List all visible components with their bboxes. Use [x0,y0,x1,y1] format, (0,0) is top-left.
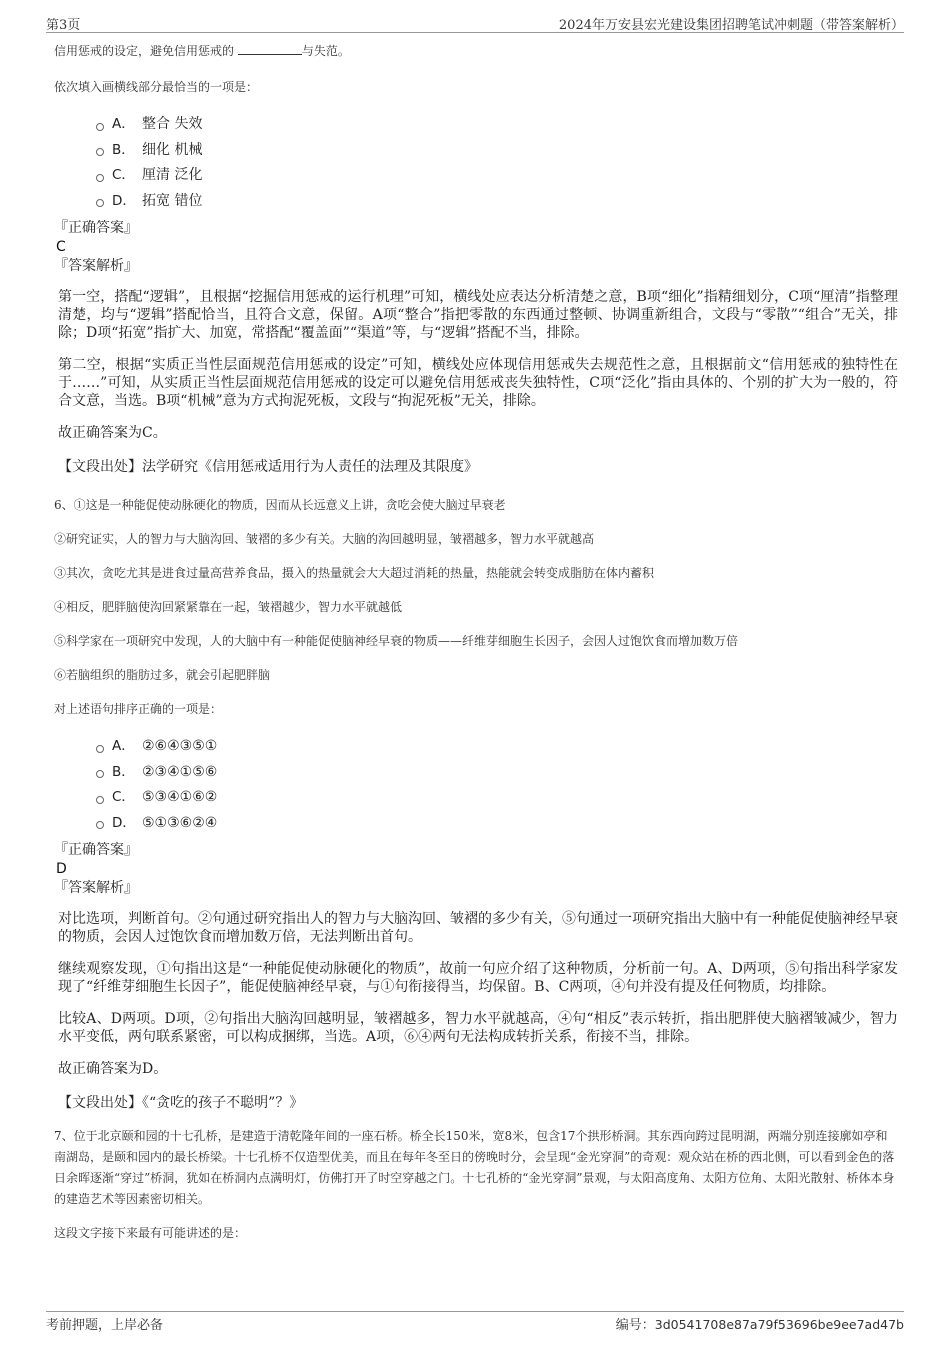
analysis-conclusion: 故正确答案为D。 [58,1061,168,1077]
option-b[interactable] [96,760,904,786]
analysis-paragraph: 继续观察发现，①句指出这是“一种能促使动脉硬化的物质”，故前一句应介绍了这种物质，分析前一句。A、D两项，⑤句指出科学家发现了“纤维芽细胞生长因子”，能促使脑神经早衰，与①句衔接得当，均保留。B、C两项，④句并没有提及任何物质，均排除。 [58,961,898,995]
radio-icon[interactable] [96,174,104,182]
q5-stem-text-end: 与失范。 [301,44,350,58]
source-citation: 【文段出处】法学研究《信用惩戒适用行为人责任的法理及其限度》 [58,459,478,475]
option-c[interactable] [96,163,904,189]
q6-sentence: ③其次，贪吃尤其是进食过量高营养食品，摄入的热量就会大大超过消耗的热量，热能就会转变成脂肪在体内蓄积 [54,566,655,580]
q6-sentence: ⑥若脑组织的脂肪过多，就会引起肥胖脑 [54,668,271,682]
option-a[interactable] [96,112,904,138]
answer-label: 『正确答案』 [54,220,138,236]
page-content [46,40,904,1256]
option-letter: B． [112,141,135,158]
radio-icon[interactable] [96,745,104,753]
option-d[interactable] [96,189,904,215]
fill-blank [238,42,302,55]
q6-prompt: 对上述语句排序正确的一项是： [54,702,223,716]
page-footer [46,1314,904,1332]
q5-options [96,112,904,214]
option-text: 拓宽 错位 [142,192,203,209]
page-number: 第3页 [46,18,81,33]
source-citation: 【文段出处】《“贪吃的孩子不聪明”？》 [58,1095,304,1111]
header-divider [46,32,904,33]
option-letter: C． [112,167,135,183]
document-code [616,1314,904,1333]
option-text: ⑤③④①⑥② [142,789,218,805]
footer-slogan: 考前押题，上岸必备 [46,1318,164,1333]
answer-label: 『正确答案』 [54,842,138,858]
q6-sentence: 6、①这是一种能促使动脉硬化的物质，因而从长远意义上讲，贪吃会使大脑过早衰老 [54,498,506,512]
q6-options [96,734,904,836]
option-text: 厘清 泛化 [142,167,203,183]
q5-stem-tail [54,40,904,62]
q6-sentence: ②研究证实，人的智力与大脑沟回、皱褶的多少有关。大脑的沟回越明显，皱褶越多，智力水平就越高 [54,532,595,546]
analysis-conclusion: 故正确答案为C。 [58,425,167,441]
option-c[interactable] [96,785,904,811]
radio-icon[interactable] [96,796,104,804]
analysis-paragraph: 比较A、D两项。D项，②句指出大脑沟回越明显，皱褶越多，智力水平就越高，④句“相反”表示转折，指出肥胖使大脑褶皱减少，智力水平变低，两句联系紧密，可以构成捆绑，当选。A项，⑥④两句无法构成转折关系，衔接不当，排除。 [58,1011,898,1045]
option-letter: D． [112,814,136,831]
option-d[interactable] [96,811,904,837]
option-b[interactable] [96,138,904,164]
code-label: 编号： [615,1318,655,1333]
radio-icon[interactable] [96,199,104,207]
option-letter: A． [112,738,135,754]
answer-value: C [56,239,66,255]
option-text: ⑤①③⑥②④ [142,814,218,831]
q5-prompt: 依次填入画横线部分最恰当的一项是： [54,80,259,94]
radio-icon[interactable] [96,148,104,156]
analysis-label: 『答案解析』 [54,880,138,896]
option-letter: B． [112,763,135,780]
analysis-label: 『答案解析』 [54,258,138,274]
analysis-paragraph: 第一空，搭配“逻辑”，且根据“挖掘信用惩戒的运行机理”可知，横线处应表达分析清楚之意，B项“细化”指精细划分，C项“厘清”指整理清楚，均与“逻辑”搭配恰当，且符合文意，保留。A项“整合”指把零散的东西通过整顿、协调重新组合，文段与“零散”“组合”无关，排除；D项“拓宽”指扩大、加宽，常搭配“覆盖面”“渠道”等，与“逻辑”搭配不当，排除。 [58,289,898,341]
option-text: 细化 机械 [142,141,203,158]
radio-icon[interactable] [96,123,104,131]
option-text: ②⑥④③⑤① [142,738,218,754]
answer-value: D [56,861,67,877]
footer-divider [46,1311,904,1312]
analysis-paragraph: 对比选项，判断首句。②句通过研究指出人的智力与大脑沟回、皱褶的多少有关，⑤句通过一项研究指出大脑中有一种能促使脑神经早衰的物质，会因人过饱饮食而增加数万倍，无法判断出首句。 [58,911,898,945]
document-title: 2024年万安县宏光建设集团招聘笔试冲刺题（带答案解析） [558,18,904,33]
option-a[interactable] [96,734,904,760]
option-letter: D． [112,192,136,209]
option-letter: A． [112,116,135,132]
option-letter: C． [112,789,135,805]
q6-sentence: ⑤科学家在一项研究中发现，人的大脑中有一种能促使脑神经早衰的物质——纤维芽细胞生长因子，会因人过饱饮食而增加数万倍 [54,634,739,648]
option-text: 整合 失效 [142,116,203,132]
option-text: ②③④①⑤⑥ [142,763,218,780]
analysis-paragraph: 第二空，根据“实质正当性层面规范信用惩戒的设定”可知，横线处应体现信用惩戒失去规范性之意，且根据前文“信用惩戒的独特性在于……”可知，从实质正当性层面规范信用惩戒的设定可以避免信用惩戒丧失独特性，C项“泛化”指由具体的、个别的扩大为一般的，符合文意，当选。B项“机械”意为方式拘泥死板，文段与“拘泥死板”无关，排除。 [58,357,898,409]
code-value: 3d0541708e87a79f53696be9ee7ad47b [654,1317,904,1332]
radio-icon[interactable] [96,770,104,778]
radio-icon[interactable] [96,821,104,829]
q5-stem-text: 信用惩戒的设定，避免信用惩戒的 [54,44,235,58]
page-header [46,14,904,32]
q7-passage: 7、位于北京颐和园的十七孔桥，是建造于清乾隆年间的一座石桥。桥全长150米，宽8米，包含17个拱形桥洞。其东西向跨过昆明湖，两端分别连接廓如亭和南湖岛，是颐和园内的最长桥梁。十七孔桥不仅造型优美，而且在每年冬至日的傍晚时分，会呈现“金光穿洞”的奇观：观众站在桥的西北侧，可以看到金色的落日余晖逐渐“穿过”桥洞，犹如在桥洞内点满明灯，仿佛打开了时空穿越之门。十七孔桥的“金光穿洞”景观，与太阳高度角、太阳方位角、太阳光散射、桥体本身的建造艺术等因素密切相关。 [54,1129,895,1206]
q6-sentence: ④相反，肥胖脑使沟回紧紧靠在一起，皱褶越少，智力水平就越低 [54,600,403,614]
q7-prompt: 这段文字接下来最有可能讲述的是： [54,1226,247,1240]
